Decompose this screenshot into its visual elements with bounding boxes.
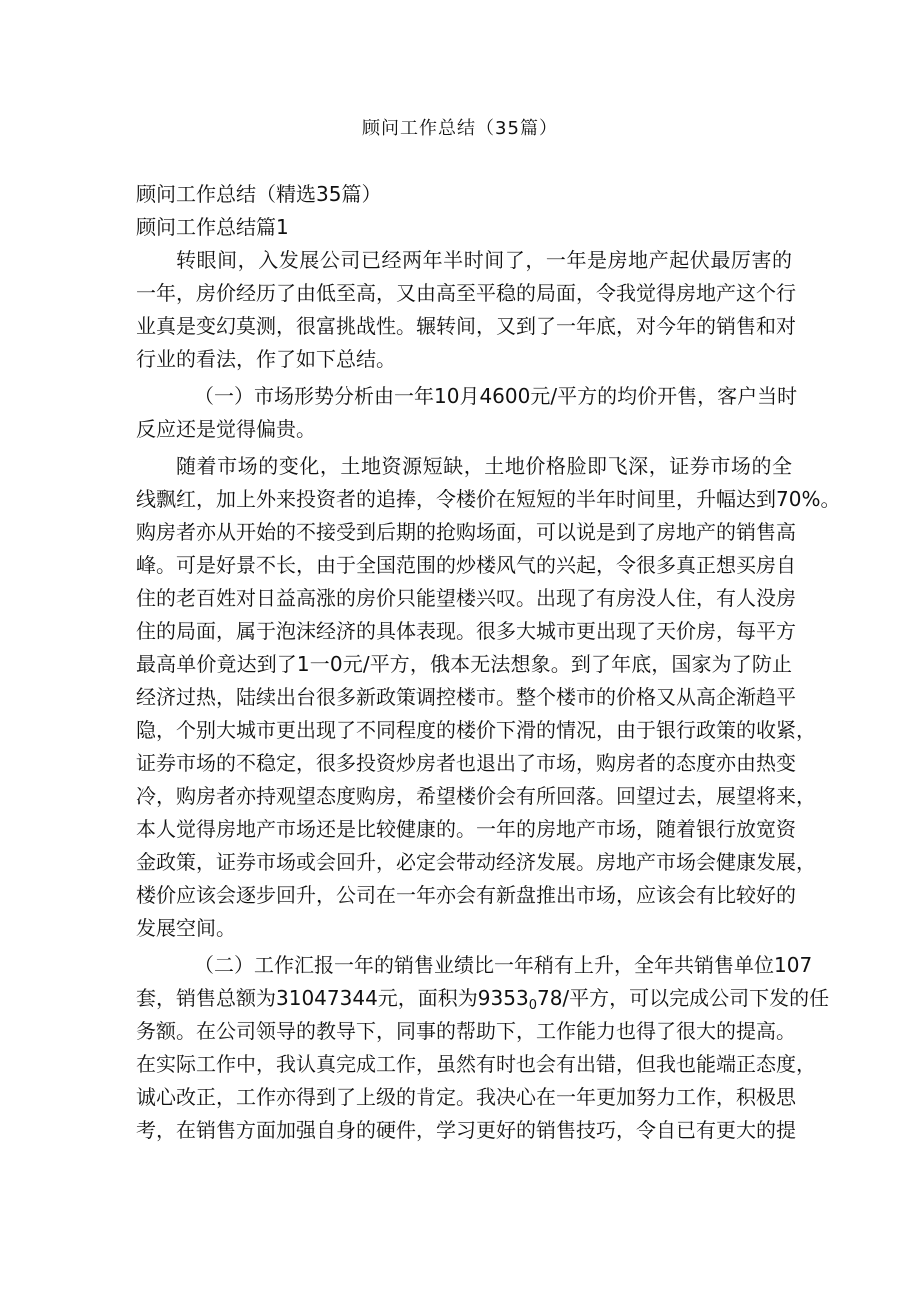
paragraph-market-analysis [136,380,798,446]
paragraph-line: 经济过热，陆续出台很多新政策调控楼市。整个楼市的价格又从高企渐趋平 [136,685,796,709]
paragraph-line: 本人觉得房地产市场还是比较健康的。一年的房地产市场，随着银行放宽资 [136,817,796,841]
paragraph-line: 随着市场的变化，土地资源短缺，土地价格脸即飞深，证券市场的全 [176,454,792,478]
paragraph-line: （二）工作汇报一年的销售业绩比一年稍有上升，全年共销售单位107 [194,953,813,977]
paragraph-line: 峰。可是好景不长，由于全国范围的炒楼风气的兴起，令很多真正想买房自 [136,553,796,577]
area-subscript: 0 [528,998,537,1013]
paragraph-line: 反应还是觉得偏贵。 [136,417,316,441]
paragraph-line: 考，在销售方面加强自身的硬件，学习更好的销售技巧，令自已有更大的提 [136,1118,796,1142]
paragraph-line: 冷，购房者亦持观望态度购房，希望楼价会有所回落。回望过去，展望将来， [136,784,816,808]
paragraph-line-start: 套，销售总额为31047344元，面积为9353 [136,986,529,1010]
paragraph-line: 转眼间，入发展公司已经两年半时间了，一年是房地产起伏最厉害的 [176,248,792,272]
paragraph-line: 业真是变幻莫测，很富挑战性。辗转间，又到了一年底，对今年的销售和对 [136,314,796,338]
paragraph-line: 一年，房价经历了由低至高，又由高至平稳的局面，令我觉得房地产这个行 [136,281,796,305]
paragraph-line: 行业的看法，作了如下总结。 [136,347,396,371]
paragraph-work-report [136,949,830,1147]
paragraph-line: 务额。在公司领导的教导下，同事的帮助下，工作能力也得了很大的提高。 [136,1019,796,1043]
paragraph-line: 最高单价竟达到了1一0元/平方，俄本无法想象。到了年底，国家为了防止 [136,652,792,676]
paragraph-line-end: 78/平方，可以完成公司下发的任 [536,986,830,1010]
document-subtitle: 顾问工作总结（精选35篇） [136,182,382,206]
paragraph-line: 在实际工作中，我认真完成工作，虽然有时也会有出错，但我也能端正态度， [136,1052,816,1076]
section-heading: 顾问工作总结篇1 [136,215,289,239]
paragraph-intro [136,244,796,376]
paragraph-line: （一）市场形势分析由一年10月4600元/平方的均价开售，客户当时 [194,384,798,408]
paragraph-line: 线飘红，加上外来投资者的追捧，令楼价在短短的半年时间里，升幅达到70%。 [136,487,841,511]
paragraph-line: 诚心改正，工作亦得到了上级的肯定。我决心在一年更加努力工作，积极思 [136,1085,796,1109]
paragraph-line: 证券市场的不稳定，很多投资炒房者也退出了市场，购房者的态度亦由热变 [136,751,796,775]
paragraph-line: 住的局面，属于泡沫经济的具体表现。很多大城市更出现了天价房，每平方 [136,619,796,643]
paragraph-line: 购房者亦从开始的不接受到后期的抢购场面，可以说是到了房地产的销售高 [136,520,796,544]
document-body [136,178,841,1147]
page-title: 顾问工作总结（35篇） [362,118,558,139]
paragraph-line: 楼价应该会逐步回升，公司在一年亦会有新盘推出市场，应该会有比较好的 [136,883,796,907]
paragraph-line: 金政策，证券市场或会回升，必定会带动经济发展。房地产市场会健康发展， [136,850,816,874]
paragraph-market-trend [136,450,841,945]
paragraph-line-with-area [136,982,830,1015]
paragraph-line: 发展空间。 [136,916,236,940]
paragraph-line: 住的老百姓对日益高涨的房价只能望楼兴叹。出现了有房没人住，有人没房 [136,586,796,610]
paragraph-line: 隐，个别大城市更出现了不同程度的楼价下滑的情况，由于银行政策的收紧， [136,718,816,742]
